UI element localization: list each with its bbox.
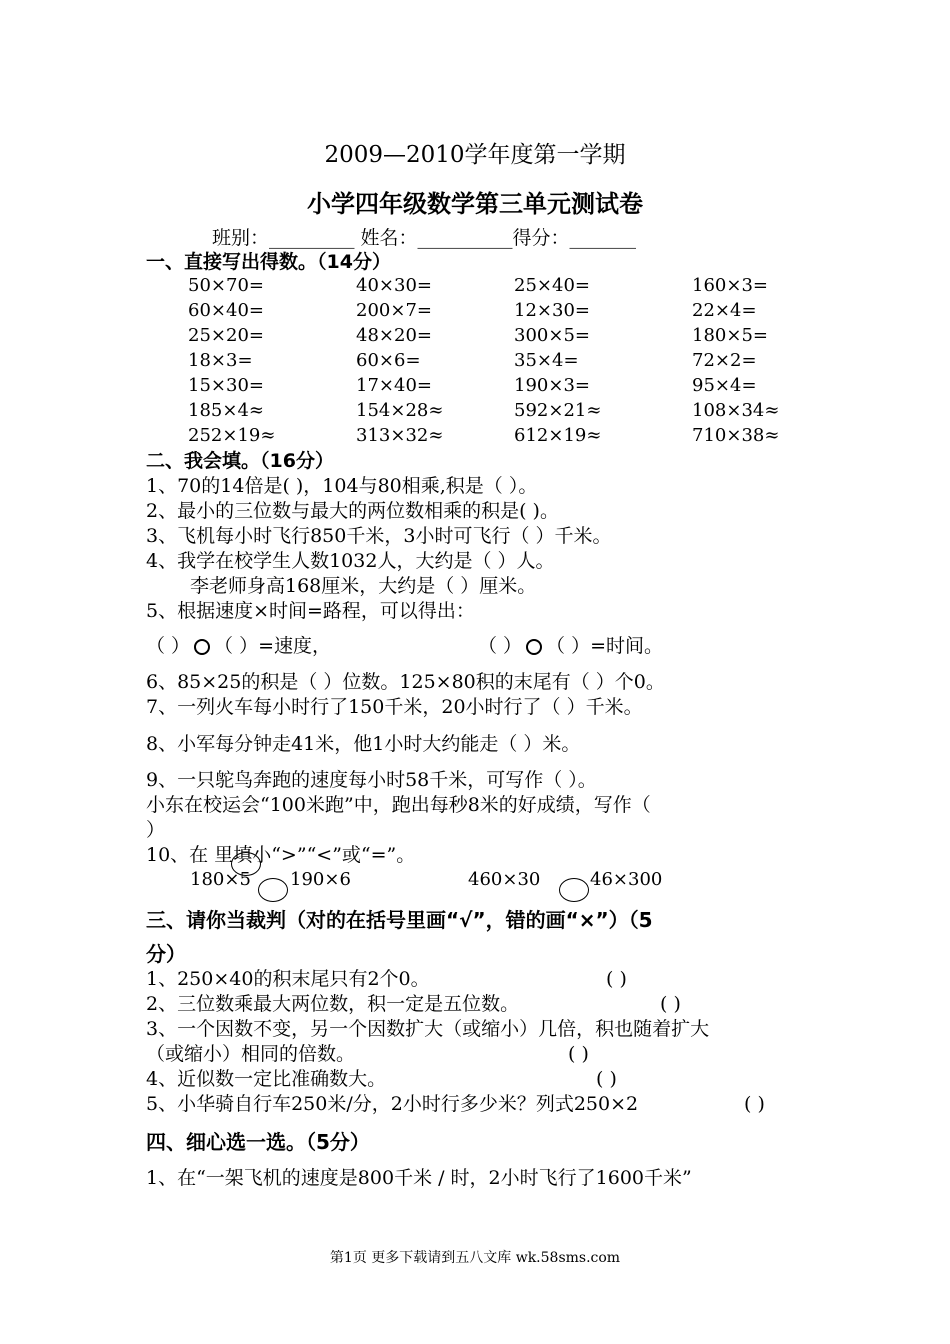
calc-item: 15×30= bbox=[188, 375, 264, 396]
calc-item: 154×28≈ bbox=[356, 400, 444, 421]
s2-question-7: 7、一列火车每小时行了150千米，20小时行了（ ）千米。 bbox=[146, 696, 643, 718]
s2-question-5-left bbox=[146, 634, 331, 658]
calc-item: 50×70= bbox=[188, 275, 264, 296]
blank-bracket: （ ） bbox=[478, 635, 523, 657]
operator-circle-icon bbox=[194, 639, 210, 655]
s2-question-9c: ） bbox=[146, 819, 166, 841]
calc-item: 190×3= bbox=[514, 375, 590, 396]
compare-circle-icon bbox=[559, 878, 589, 902]
s3-question-3a: 3、一个因数不变，另一个因数扩大（或缩小）几倍，积也随着扩大 bbox=[146, 1018, 710, 1040]
calc-item: 200×7= bbox=[356, 300, 432, 321]
calc-item: 108×34≈ bbox=[692, 400, 780, 421]
calc-item: 612×19≈ bbox=[514, 425, 602, 446]
calc-item: 180×5= bbox=[692, 325, 768, 346]
section-1-title: 一、直接写出得数。（14分） bbox=[146, 251, 391, 273]
compare-circle-icon bbox=[258, 878, 288, 902]
student-info-line: 班别：_________ 姓名：__________得分：_______ bbox=[212, 227, 637, 249]
answer-bracket: ( ) bbox=[606, 968, 627, 990]
s2-question-10: 10、在 里填小“>”“<”或“=”。 bbox=[146, 844, 416, 866]
s2-q10-expr: 190×6 bbox=[290, 869, 351, 890]
calc-item: 313×32≈ bbox=[356, 425, 444, 446]
answer-bracket: ( ) bbox=[660, 993, 681, 1015]
calc-item: 300×5= bbox=[514, 325, 590, 346]
calc-item: 185×4≈ bbox=[188, 400, 264, 421]
answer-bracket: ( ) bbox=[744, 1093, 765, 1115]
calc-item: 25×20= bbox=[188, 325, 264, 346]
calc-item: 252×19≈ bbox=[188, 425, 276, 446]
answer-bracket: ( ) bbox=[596, 1068, 617, 1090]
blank-bracket: （ ）=时间。 bbox=[546, 635, 664, 657]
blank-bracket: （ ） bbox=[146, 635, 191, 657]
page-footer: 第1页 更多下载请到五八文库 wk.58sms.com bbox=[329, 1250, 621, 1266]
calc-item: 95×4= bbox=[692, 375, 757, 396]
s2-question-9a: 9、一只鸵鸟奔跑的速度每小时58千米，可写作（ ）。 bbox=[146, 769, 597, 791]
calc-item: 160×3= bbox=[692, 275, 768, 296]
calc-item: 60×6= bbox=[356, 350, 421, 371]
calc-item: 35×4= bbox=[514, 350, 579, 371]
calc-item: 60×40= bbox=[188, 300, 264, 321]
section-4-title: 四、细心选一选。（5分） bbox=[146, 1130, 370, 1154]
calc-item: 18×3= bbox=[188, 350, 253, 371]
s2-question-4a: 4、我学在校学生人数1032人，大约是（ ）人。 bbox=[146, 550, 555, 572]
page-title: 小学四年级数学第三单元测试卷 bbox=[307, 190, 643, 218]
section-3-title: 三、请你当裁判（对的在括号里画“√”，错的画“×”）（5 bbox=[146, 908, 653, 932]
s2-question-3: 3、飞机每小时飞行850千米，3小时可飞行（ ）千米。 bbox=[146, 525, 612, 547]
s3-question-1: 1、250×40的积末尾只有2个0。 bbox=[146, 968, 430, 990]
section-3-title-cont: 分） bbox=[146, 942, 186, 966]
year-title: 2009—2010学年度第一学期 bbox=[324, 142, 626, 168]
answer-bracket: ( ) bbox=[568, 1043, 589, 1065]
s2-question-4b: 李老师身高168厘米，大约是（ ）厘米。 bbox=[190, 575, 537, 597]
calc-item: 592×21≈ bbox=[514, 400, 602, 421]
section-2-title: 二、我会填。（16分） bbox=[146, 450, 334, 472]
s2-question-8: 8、小军每分钟走41米，他1小时大约能走（ ）米。 bbox=[146, 733, 581, 755]
s2-q10-expr: 460×30 bbox=[468, 869, 541, 890]
s3-question-3b: （或缩小）相同的倍数。 bbox=[146, 1043, 356, 1065]
calc-item: 12×30= bbox=[514, 300, 590, 321]
s2-question-9b: 小东在校运会“100米跑”中，跑出每秒8米的好成绩，写作（ bbox=[146, 794, 651, 816]
s2-q10-expr: 46×300 bbox=[590, 869, 663, 890]
s3-question-2: 2、三位数乘最大两位数，积一定是五位数。 bbox=[146, 993, 520, 1015]
s2-question-6: 6、85×25的积是（ ）位数。125×80积的末尾有（ ）个0。 bbox=[146, 671, 665, 693]
calc-item: 22×4= bbox=[692, 300, 757, 321]
s3-question-5: 5、小华骑自行车250米/分，2小时行多少米？列式250×2 bbox=[146, 1093, 639, 1115]
s2-question-1: 1、70的14倍是( )，104与80相乘,积是（ ）。 bbox=[146, 475, 538, 497]
calc-item: 710×38≈ bbox=[692, 425, 780, 446]
calc-item: 40×30= bbox=[356, 275, 432, 296]
calc-item: 25×40= bbox=[514, 275, 590, 296]
blank-bracket: （ ）=速度， bbox=[214, 635, 332, 657]
s4-question-1: 1、在“一架飞机的速度是800千米 / 时，2小时飞行了1600千米” bbox=[146, 1167, 692, 1189]
calc-item: 72×2= bbox=[692, 350, 757, 371]
calc-item: 48×20= bbox=[356, 325, 432, 346]
s2-question-2: 2、最小的三位数与最大的两位数相乘的积是( )。 bbox=[146, 500, 559, 522]
s2-question-5: 5、根据速度×时间=路程，可以得出： bbox=[146, 600, 475, 622]
s3-question-4: 4、近似数一定比准确数大。 bbox=[146, 1068, 387, 1090]
s2-question-5-right bbox=[478, 634, 663, 658]
s2-q10-expr: 180×5 bbox=[190, 869, 251, 890]
operator-circle-icon bbox=[526, 639, 542, 655]
calc-item: 17×40= bbox=[356, 375, 432, 396]
